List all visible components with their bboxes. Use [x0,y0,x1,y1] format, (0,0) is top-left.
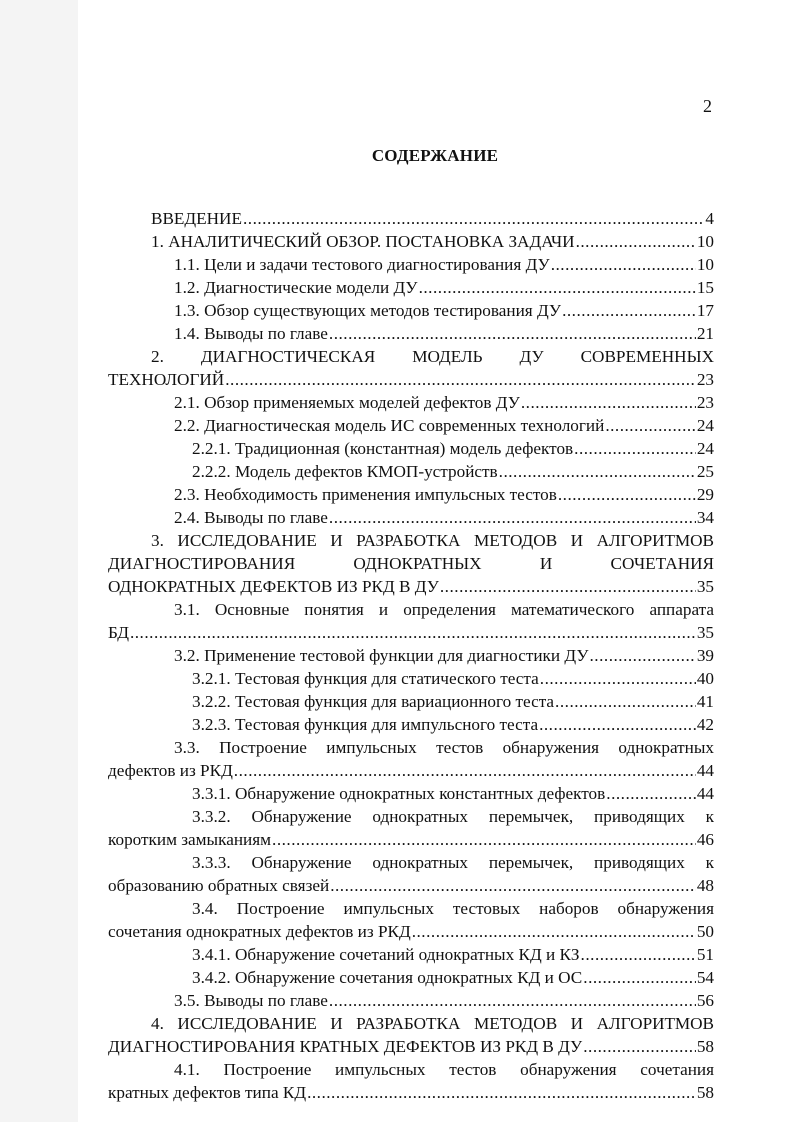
toc-entry-title: дефектов из РКД [108,761,233,780]
toc-entry-page: 48 [696,876,714,895]
scan-margin-shade [0,0,78,1122]
dot-leader [499,460,696,483]
toc-entry-title-line: 3.3. Построение импульсных тестов обнаружения однократных [174,738,714,757]
toc-entry-page: 24 [696,416,714,435]
toc-entry-page: 24 [696,439,714,458]
dot-leader [606,782,696,805]
toc-entry-page: 10 [696,255,714,274]
toc-entry-title: 3.4.2. Обнаружение сочетания однократных КД и ОС [192,968,583,987]
toc-entry-line [108,966,714,989]
toc-entry-page: 40 [696,669,714,688]
toc-entry-title: 2.2.1. Традиционная (константная) модель дефектов [192,439,574,458]
toc-entry[interactable] [108,644,714,667]
toc-entry-line [108,322,714,345]
toc-entry[interactable] [108,460,714,483]
toc-entry-title: 1.4. Выводы по главе [174,324,328,343]
toc-entry-title-line: ДИАГНОСТИРОВАНИЯ ОДНОКРАТНЫХ И СОЧЕТАНИЯ [108,554,714,573]
toc-entry[interactable] [108,391,714,414]
toc-entry-title-line: 3.3.3. Обнаружение однократных перемычек, приводящих к [192,853,714,872]
toc-entry-page: 58 [696,1083,714,1102]
toc-entry-line [108,920,714,943]
toc-entry-page: 4 [705,209,714,228]
dot-leader [329,506,696,529]
dot-leader [440,575,696,598]
toc-entry-title: БД [108,623,129,642]
dot-leader [576,230,696,253]
toc-entry-page: 29 [696,485,714,504]
toc-entry-title-line: 4. ИССЛЕДОВАНИЕ И РАЗРАБОТКА МЕТОДОВ И АЛГОРИТМОВ [151,1014,714,1033]
toc-entry-title-line: 3.3.2. Обнаружение однократных перемычек, приводящих к [192,807,714,826]
toc-entry-page: 35 [696,577,714,596]
toc-entry[interactable] [108,207,714,230]
toc-entry-line [108,943,714,966]
toc-entry-page: 42 [696,715,714,734]
toc-entry-title: ДИАГНОСТИРОВАНИЯ КРАТНЫХ ДЕФЕКТОВ ИЗ РКД В ДУ [108,1037,583,1056]
table-of-contents [108,207,714,1104]
toc-entry-title: 1. АНАЛИТИЧЕСКИЙ ОБЗОР. ПОСТАНОВКА ЗАДАЧИ [151,232,575,251]
toc-entry[interactable] [108,483,714,506]
toc-heading: СОДЕРЖАНИЕ [371,146,499,165]
toc-entry-page: 23 [696,393,714,412]
toc-entry-page: 10 [696,232,714,251]
dot-leader [412,920,696,943]
toc-entry[interactable] [108,713,714,736]
toc-entry-title-line: 3.4. Построение импульсных тестовых наборов обнаружения [192,899,714,918]
toc-entry[interactable] [108,276,714,299]
toc-entry[interactable] [108,322,714,345]
toc-entry[interactable] [108,667,714,690]
toc-entry-title: 3.2.1. Тестовая функция для статического теста [192,669,539,688]
toc-entry[interactable] [108,437,714,460]
toc-entry-title: ВВЕДЕНИЕ [151,209,242,228]
toc-entry-title: 3.4.1. Обнаружение сочетаний однократных КД и КЗ [192,945,580,964]
toc-entry-line [108,621,714,644]
toc-entry-line [108,299,714,322]
toc-entry-line [108,644,714,667]
dot-leader [330,874,696,897]
toc-entry-line [108,1035,714,1058]
toc-entry-title: 3.2.3. Тестовая функция для импульсного теста [192,715,539,734]
toc-entry[interactable] [108,1058,714,1104]
toc-entry[interactable] [108,989,714,1012]
toc-entry-title: ОДНОКРАТНЫХ ДЕФЕКТОВ ИЗ РКД В ДУ [108,577,439,596]
toc-entry-page: 50 [696,922,714,941]
dot-leader [581,943,696,966]
dot-leader [555,690,696,713]
toc-entry-line [108,1081,714,1104]
toc-entry[interactable] [108,253,714,276]
toc-entry-page: 21 [696,324,714,343]
toc-entry-line [108,414,714,437]
toc-entry[interactable] [108,805,714,851]
toc-entry-title-line: 3. ИССЛЕДОВАНИЕ И РАЗРАБОТКА МЕТОДОВ И АЛГОРИТМОВ [151,531,714,550]
toc-entry-title: 3.5. Выводы по главе [174,991,328,1010]
dot-leader [590,644,696,667]
toc-entry-line [108,506,714,529]
toc-entry-title: кратных дефектов типа КД [108,1083,307,1102]
toc-entry-line [108,460,714,483]
toc-entry[interactable] [108,230,714,253]
toc-entry-line [108,989,714,1012]
toc-entry-title: 2.2. Диагностическая модель ИС современных технологий [174,416,605,435]
toc-entry-line [108,276,714,299]
toc-entry[interactable] [108,851,714,897]
toc-entry-title: образованию обратных связей [108,876,330,895]
toc-entry-title: 2.1. Обзор применяемых моделей дефектов ДУ [174,393,520,412]
toc-entry-title: ТЕХНОЛОГИЙ [108,370,225,389]
toc-entry[interactable] [108,598,714,644]
toc-entry-page: 23 [696,370,714,389]
toc-entry-page: 58 [696,1037,714,1056]
toc-entry[interactable] [108,966,714,989]
toc-entry-title: 2.2.2. Модель дефектов КМОП-устройств [192,462,498,481]
dot-leader [574,437,696,460]
toc-entry-title: 3.3.1. Обнаружение однократных константных дефектов [192,784,606,803]
toc-entry-title: 1.3. Обзор существующих методов тестирования ДУ [174,301,562,320]
toc-entry-page: 17 [696,301,714,320]
toc-entry-page: 56 [696,991,714,1010]
toc-entry-title: 1.2. Диагностические модели ДУ [174,278,418,297]
toc-entry-line [108,368,714,391]
toc-entry-page: 46 [696,830,714,849]
dot-leader [307,1081,696,1104]
toc-entry[interactable] [108,897,714,943]
toc-entry[interactable] [108,506,714,529]
toc-entry[interactable] [108,782,714,805]
toc-entry-page: 39 [696,646,714,665]
toc-entry-page: 44 [696,761,714,780]
toc-entry-line [108,575,714,598]
toc-entry-title: 3.2. Применение тестовой функции для диагностики ДУ [174,646,589,665]
toc-entry[interactable] [108,345,714,391]
dot-leader [329,989,696,1012]
toc-entry-title: 2.4. Выводы по главе [174,508,328,527]
toc-entry-page: 54 [696,968,714,987]
toc-entry-page: 51 [696,945,714,964]
dot-leader [558,483,696,506]
dot-leader [583,966,696,989]
toc-entry-title-line: 4.1. Построение импульсных тестов обнаружения сочетания [174,1060,714,1079]
toc-entry-title-line: 2. ДИАГНОСТИЧЕСКАЯ МОДЕЛЬ ДУ СОВРЕМЕННЫХ [151,347,714,366]
toc-entry-title-line: 3.1. Основные понятия и определения математического аппарата [174,600,714,619]
dot-leader [243,207,704,230]
toc-entry-title: коротким замыканиям [108,830,272,849]
toc-entry-page: 25 [696,462,714,481]
toc-entry[interactable] [108,736,714,782]
dot-leader [539,713,696,736]
toc-entry-line [108,690,714,713]
toc-entry-page: 15 [696,278,714,297]
toc-entry-line [108,230,714,253]
toc-entry-page: 35 [696,623,714,642]
toc-entry-line [108,391,714,414]
toc-entry-title: 1.1. Цели и задачи тестового диагностирования ДУ [174,255,550,274]
toc-entry[interactable] [108,690,714,713]
dot-leader [583,1035,696,1058]
toc-entry-line [108,713,714,736]
toc-entry-page: 41 [696,692,714,711]
toc-entry-line [108,437,714,460]
toc-entry-line [108,828,714,851]
dot-leader [225,368,696,391]
toc-entry[interactable] [108,414,714,437]
toc-entry-line [108,874,714,897]
toc-entry-page: 34 [696,508,714,527]
toc-entry[interactable] [108,1012,714,1058]
dot-leader [272,828,696,851]
toc-entry-line [108,759,714,782]
toc-entry-title: 3.2.2. Тестовая функция для вариационного теста [192,692,555,711]
dot-leader [562,299,696,322]
toc-entry[interactable] [108,529,714,598]
toc-entry-line [108,207,714,230]
toc-entry-line [108,782,714,805]
page-number: 2 [703,96,712,116]
dot-leader [551,253,696,276]
toc-entry-line [108,483,714,506]
dot-leader [419,276,696,299]
dot-leader [234,759,696,782]
toc-entry-title: 2.3. Необходимость применения импульсных тестов [174,485,557,504]
toc-entry[interactable] [108,299,714,322]
dot-leader [329,322,696,345]
dot-leader [521,391,696,414]
toc-entry-title: сочетания однократных дефектов из РКД [108,922,411,941]
dot-leader [605,414,696,437]
toc-entry-page: 44 [696,784,714,803]
dot-leader [130,621,696,644]
toc-entry-line [108,253,714,276]
toc-entry[interactable] [108,943,714,966]
toc-entry-line [108,667,714,690]
dot-leader [540,667,696,690]
